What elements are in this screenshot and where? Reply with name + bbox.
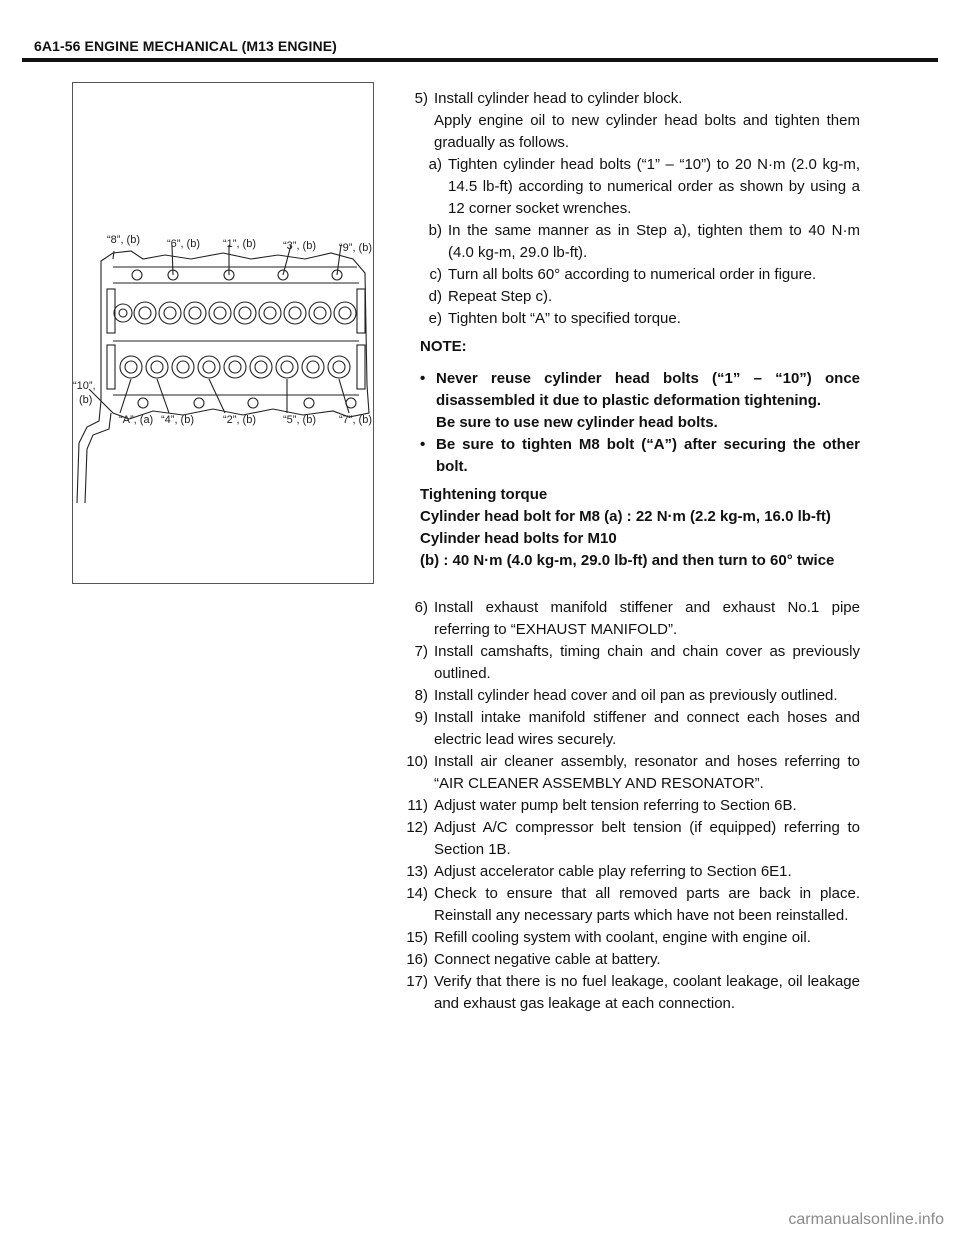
step-number: 10) — [406, 753, 428, 770]
step-text: Refill cooling system with coolant, engine with engine oil. — [434, 929, 811, 946]
step-number: 13) — [406, 863, 428, 880]
label-bolt-7: “7”, (b) — [339, 414, 372, 426]
step-item — [388, 751, 860, 795]
label-bolt-5: “5”, (b) — [283, 414, 316, 426]
step-item — [388, 971, 860, 1015]
note-bullet-2 — [420, 434, 860, 478]
label-bolt-8: “8”, (b) — [107, 234, 140, 246]
bullet-icon: • — [420, 436, 426, 453]
step-item — [388, 641, 860, 685]
step-number: 5) — [414, 90, 428, 107]
step-item — [388, 597, 860, 641]
substep-b — [388, 220, 860, 264]
note-bullet-1 — [420, 368, 860, 434]
cylinder-head-drawing — [73, 83, 375, 585]
substep-text: In the same manner as in Step a), tighten them to 40 N·m (4.0 kg-m, 29.0 lb-ft). — [448, 222, 860, 261]
page-title: 6A1-56 ENGINE MECHANICAL (M13 ENGINE) — [34, 38, 337, 54]
label-bolt-2: “2”, (b) — [223, 414, 256, 426]
step-number: 9) — [414, 709, 428, 726]
step-item — [388, 883, 860, 927]
substep-letter: c) — [429, 266, 442, 283]
step-5 — [388, 88, 860, 154]
step-text: Install camshafts, timing chain and chain cover as previously outlined. — [434, 643, 860, 682]
step-text: Adjust A/C compressor belt tension (if equipped) referring to Section 1B. — [434, 819, 860, 858]
step-item — [388, 707, 860, 751]
step-number: 15) — [406, 929, 428, 946]
tightening-torque-spec — [420, 484, 860, 572]
step-item — [388, 861, 860, 883]
step-text: Install exhaust manifold stiffener and exhaust No.1 pipe referring to “EXHAUST MANIFOLD”. — [434, 599, 860, 638]
substep-text: Repeat Step c). — [448, 288, 553, 305]
step-text-continued: Apply engine oil to new cylinder head bolts and tighten them gradually as follows. — [434, 112, 860, 151]
note-bullet-text: Be sure to tighten M8 bolt (“A”) after securing the other bolt. — [436, 436, 860, 475]
step-item — [388, 795, 860, 817]
note-bullet-text-continued: Be sure to use new cylinder head bolts. — [436, 414, 718, 431]
step-text: Adjust water pump belt tension referring to Section 6B. — [434, 797, 797, 814]
step-number: 17) — [406, 973, 428, 990]
note-box — [420, 336, 860, 478]
page-header — [22, 0, 938, 62]
substep-c — [388, 264, 860, 286]
step-number: 16) — [406, 951, 428, 968]
substep-text: Tighten cylinder head bolts (“1” – “10”) to 20 N·m (2.0 kg-m, 14.5 lb-ft) according to numerical order as shown by using a 12 corner socket wrenches. — [448, 156, 860, 217]
substep-e — [388, 308, 860, 330]
install-steps-top — [388, 88, 860, 330]
step-number: 8) — [414, 687, 428, 704]
label-bolt-10: “10”, — [73, 380, 96, 392]
torque-m8: Cylinder head bolt for M8 (a) : 22 N·m (2.2 kg-m, 16.0 lb-ft) — [420, 508, 831, 525]
step-number: 7) — [414, 643, 428, 660]
substep-letter: a) — [428, 156, 442, 173]
step-number: 6) — [414, 599, 428, 616]
header-rule — [22, 58, 938, 62]
label-bolt-4: “4”, (b) — [161, 414, 194, 426]
step-text: Connect negative cable at battery. — [434, 951, 661, 968]
torque-m10-title: Cylinder head bolts for M10 — [420, 530, 617, 547]
step-text: Install air cleaner assembly, resonator and hoses referring to “AIR CLEANER ASSEMBLY AND RESONATOR”. — [434, 753, 860, 792]
step-text: Install cylinder head cover and oil pan as previously outlined. — [434, 687, 838, 704]
label-bolt-3: “3”, (b) — [283, 240, 316, 252]
substep-text: Turn all bolts 60° according to numerical order in figure. — [448, 266, 817, 283]
label-bolt-a: “A”, (a) — [119, 414, 154, 426]
label-bolt-6: “6”, (b) — [167, 238, 200, 250]
step-text: Check to ensure that all removed parts are back in place. Reinstall any necessary parts which have not been reinstalled. — [434, 885, 860, 924]
substep-letter: d) — [428, 288, 442, 305]
cylinder-head-bolt-figure — [72, 82, 374, 584]
note-bullet-text: Never reuse cylinder head bolts (“1” – “10”) once disassembled it due to plastic deformation tightening. — [436, 370, 860, 409]
step-item — [388, 817, 860, 861]
note-title: NOTE: — [420, 338, 467, 355]
label-bolt-1: “1”, (b) — [223, 238, 256, 250]
step-item — [388, 685, 860, 707]
step-number: 11) — [407, 797, 428, 814]
label-bolt-9: “9”, (b) — [339, 242, 372, 254]
watermark: carmanualsonline.info — [788, 1211, 944, 1228]
substep-text: Tighten bolt “A” to specified torque. — [448, 310, 681, 327]
step-text: Install cylinder head to cylinder block. — [434, 90, 683, 107]
substep-a — [388, 154, 860, 220]
step-number: 14) — [406, 885, 428, 902]
step-text: Install intake manifold stiffener and connect each hoses and electric lead wires securely. — [434, 709, 860, 748]
substep-d — [388, 286, 860, 308]
substep-letter: e) — [428, 310, 442, 327]
step-item — [388, 949, 860, 971]
torque-title: Tightening torque — [420, 486, 548, 503]
step-number: 12) — [406, 819, 428, 836]
substep-letter: b) — [428, 222, 442, 239]
step-text: Adjust accelerator cable play referring to Section 6E1. — [434, 863, 792, 880]
bullet-icon: • — [420, 370, 426, 387]
step-item — [388, 927, 860, 949]
torque-m10-value: (b) : 40 N·m (4.0 kg-m, 29.0 lb-ft) and then turn to 60° twice — [420, 552, 835, 569]
step-text: Verify that there is no fuel leakage, coolant leakage, oil leakage and exhaust gas leakage at each connection. — [434, 973, 860, 1012]
install-steps-bottom — [388, 597, 860, 1015]
label-bolt-10-b: (b) — [79, 394, 93, 406]
